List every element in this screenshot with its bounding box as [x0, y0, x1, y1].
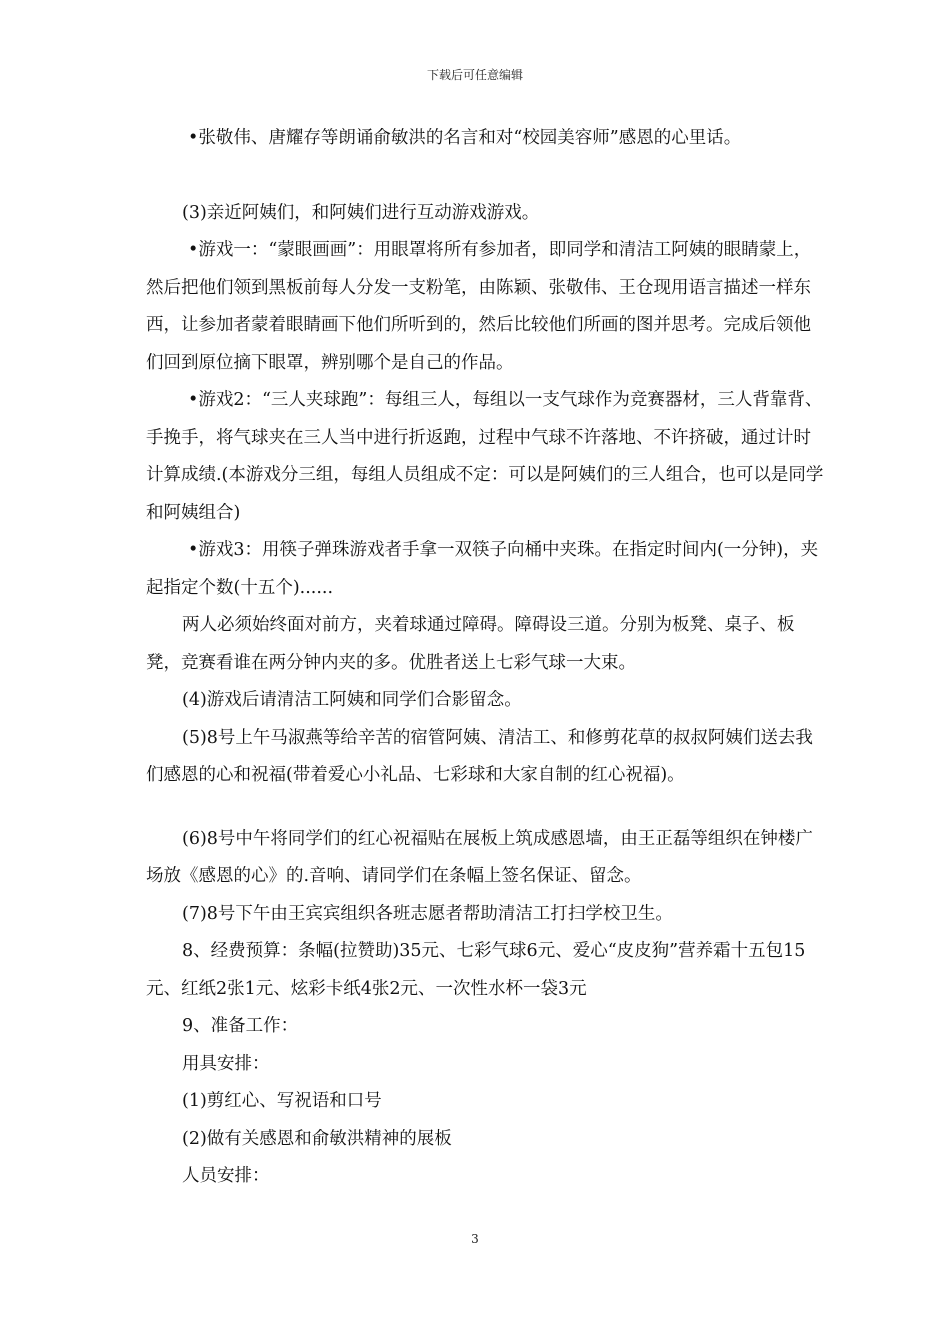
paragraph-spacer	[146, 795, 826, 821]
paragraph-preparation: 9、准备工作：	[182, 1016, 299, 1036]
paragraph-game-1: •游戏一：“蒙眼画画”：用眼罩将所有参加者，即同学和清洁工阿姨的眼睛蒙上，然后把他们领到黑板前每人分发一支粉笔，由陈颖、张敬伟、王仓现用语言描述一样东西，让参加者蒙着眼睛画下他们所听到的，然后比较他们所画的图并思考。完成后领他们回到原位摘下眼罩，辨别哪个是自己的作品。	[146, 240, 812, 373]
paragraph-game-3: •游戏3：用筷子弹珠游戏者手拿一双筷子向桶中夹珠。在指定时间内(一分钟)，夹起指定个数(十五个)......	[146, 540, 819, 598]
paragraph-step-4: (4)游戏后请清洁工阿姨和同学们合影留念。	[182, 690, 522, 710]
paragraph-step-3: (3)亲近阿姨们，和阿姨们进行互动游戏游戏。	[182, 202, 540, 223]
page-header: 下载后可任意编辑	[426, 68, 523, 82]
paragraph-step-5: (5)8号上午马淑燕等给辛苦的宿管阿姨、清洁工、和修剪花草的叔叔阿姨们送去我们感恩的心和祝福(带着爱心小礼品、七彩球和大家自制的红心祝福)。	[146, 727, 813, 785]
paragraph-recitation: •张敬伟、唐耀存等朗诵俞敏洪的名言和对“校园美容师”感恩的心里话。	[188, 128, 742, 148]
paragraph-step-7: (7)8号下午由王宾宾组织各班志愿者帮助清洁工打扫学校卫生。	[182, 903, 673, 924]
paragraph-tools: 用具安排：	[182, 1053, 270, 1074]
paragraph-tools-1: (1)剪红心、写祝语和口号	[182, 1091, 382, 1111]
paragraph-budget: 8、经费预算：条幅(拉赞助)35元、七彩气球6元、爱心“皮皮狗”营养霜十五包15元、红纸2张1元、炫彩卡纸4张2元、一次性水杯一袋3元	[146, 941, 806, 999]
paragraph-game-2: •游戏2：“三人夹球跑”：每组三人，每组以一支气球作为竞赛器材，三人背靠背、手挽手，将气球夹在三人当中进行折返跑，过程中气球不许落地、不许挤破，通过计时计算成绩.(本游戏分三组，每组人员组成不定：可以是阿姨们的三人组合，也可以是同学和阿姨组合)	[146, 390, 824, 523]
paragraph-step-6: (6)8号中午将同学们的红心祝福贴在展板上筑成感恩墙，由王正磊等组织在钟楼广场放《感恩的心》的.音响、请同学们在条幅上签名保证、留念。	[146, 828, 813, 886]
paragraph-spacer	[146, 158, 826, 195]
page-number: 3	[471, 1232, 479, 1246]
paragraph-game-rules: 两人必须始终面对前方，夹着球通过障碍。障碍设三道。分别为板凳、桌子、板凳，竞赛看谁在两分钟内夹的多。优胜者送上七彩气球一大束。	[146, 615, 795, 673]
paragraph-tools-2: (2)做有关感恩和俞敏洪精神的展板	[182, 1128, 452, 1149]
document-body	[146, 120, 826, 1196]
paragraph-staff: 人员安排：	[182, 1166, 270, 1186]
